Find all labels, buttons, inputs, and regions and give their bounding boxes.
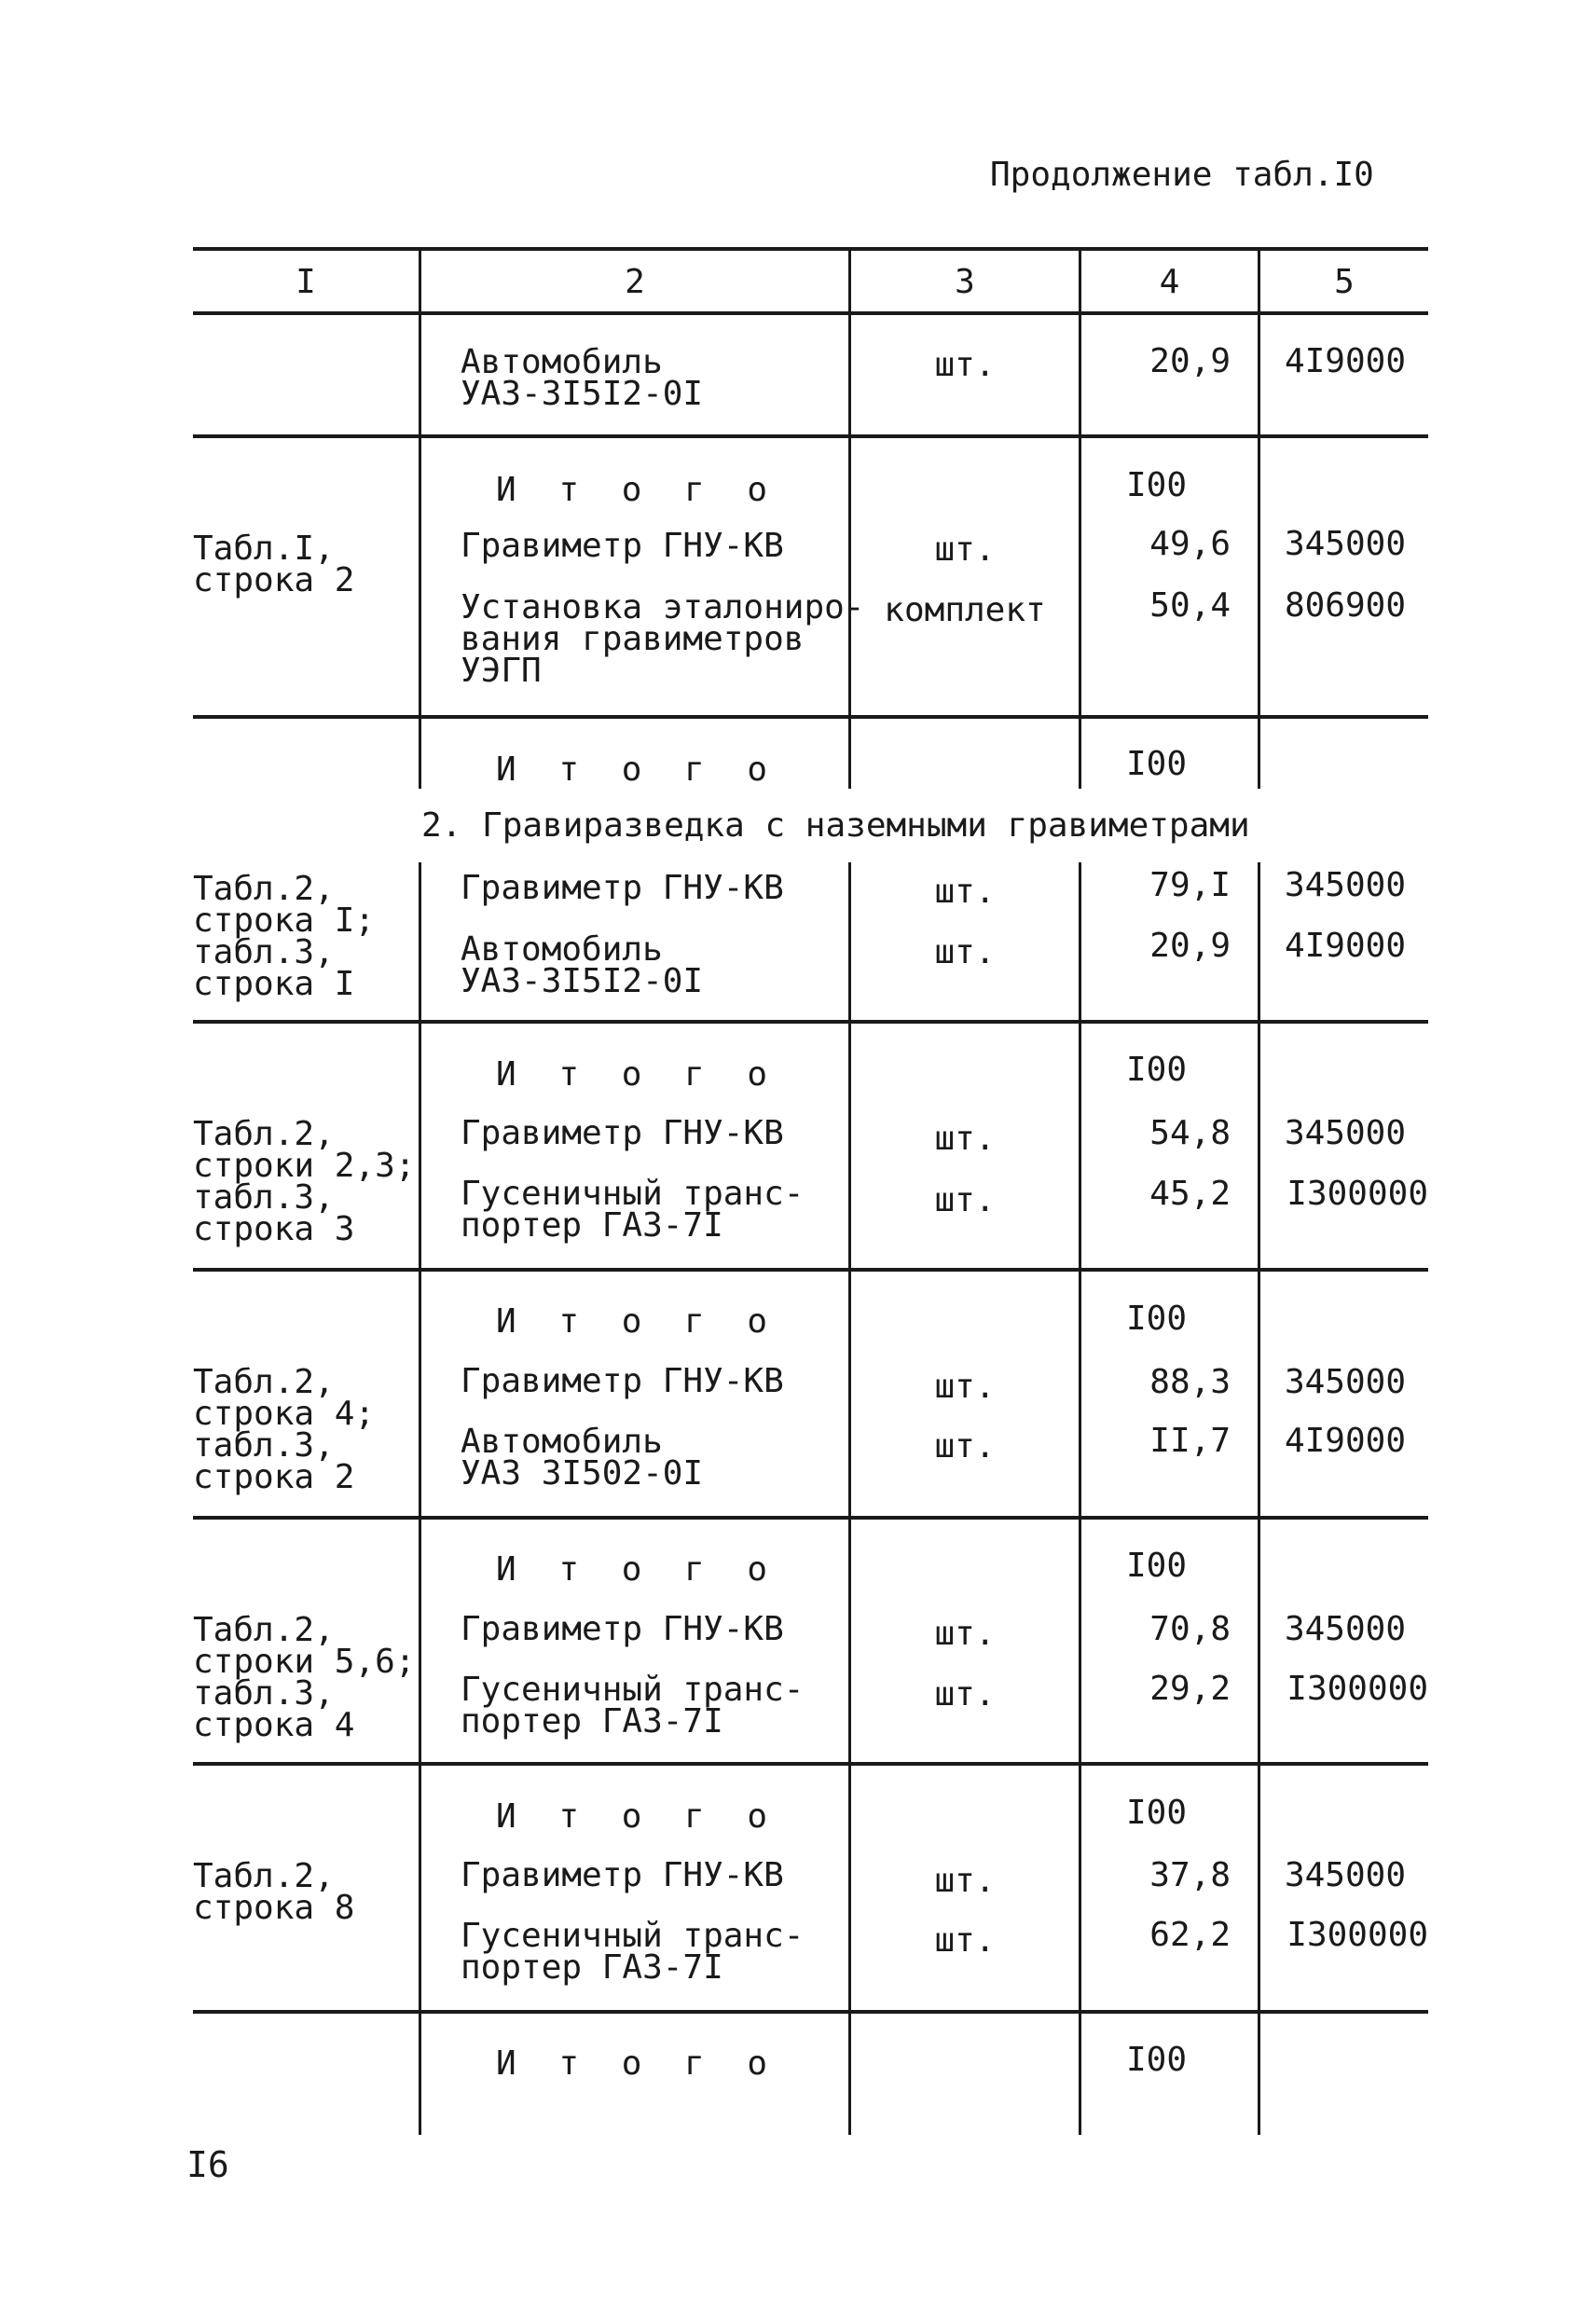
table-reference	[193, 1857, 355, 1927]
price-value: 345000	[1284, 866, 1406, 904]
share-value: 70,8	[1149, 1610, 1231, 1648]
ref-line: строка 3	[193, 1210, 355, 1248]
column-divider	[419, 250, 421, 789]
ref-line: строка 4;	[193, 1395, 376, 1433]
ref-line: строка 2	[193, 1458, 355, 1496]
equipment-name	[461, 343, 704, 413]
header-bottom-rule	[193, 311, 1428, 315]
ref-line: табл.3,	[193, 1426, 335, 1465]
ref-line: Табл.2,	[193, 870, 335, 908]
ref-line: строка 2	[193, 561, 355, 599]
equipment-name: Гравиметр ГНУ-КВ	[461, 1610, 784, 1648]
equipment-name	[461, 930, 704, 1000]
ref-line: строка I	[193, 965, 355, 1003]
column-header: 2	[625, 263, 645, 301]
name-line: Автомобиль	[461, 343, 663, 381]
name-line: портер ГАЗ-7I	[461, 1206, 723, 1245]
total-label: И т о г о	[496, 1055, 779, 1094]
ref-line: строки 2,3;	[193, 1147, 416, 1185]
total-value: I00	[1126, 1300, 1188, 1338]
share-value: 49,6	[1149, 525, 1231, 563]
price-value: 345000	[1284, 1363, 1406, 1401]
name-line: Гусеничный транс-	[461, 1175, 805, 1213]
equipment-name	[461, 1175, 805, 1245]
column-header: 4	[1159, 263, 1180, 301]
ref-line: Табл.2,	[193, 1115, 335, 1153]
name-line: Установка эталониро-	[461, 588, 865, 626]
share-value: II,7	[1149, 1422, 1231, 1460]
group-rule	[193, 715, 1428, 719]
table-reference	[193, 530, 355, 599]
unit: шт.	[934, 1120, 996, 1158]
unit: комплект	[884, 591, 1046, 629]
name-line: портер ГАЗ-7I	[461, 1948, 723, 1987]
unit: шт.	[934, 1615, 996, 1653]
group-rule	[193, 1762, 1428, 1766]
ref-line: табл.3,	[193, 1178, 335, 1217]
share-value: 20,9	[1149, 927, 1231, 965]
unit: шт.	[934, 933, 996, 971]
ref-line: строка 8	[193, 1889, 355, 1927]
total-label: И т о г о	[496, 750, 779, 789]
ref-line: Табл.2,	[193, 1363, 335, 1401]
ref-line: Табл.I,	[193, 530, 335, 568]
table-reference	[193, 1611, 416, 1744]
price-value: 345000	[1284, 1610, 1406, 1648]
total-value: I00	[1126, 1794, 1188, 1832]
ref-line: Табл.2,	[193, 1611, 335, 1649]
ref-line: табл.3,	[193, 1674, 335, 1713]
column-header: 3	[955, 263, 975, 301]
unit: шт.	[934, 1368, 996, 1406]
price-value: 4I9000	[1284, 1422, 1406, 1460]
table-reference	[193, 1363, 376, 1496]
page-number: I6	[186, 2144, 229, 2185]
name-line: Автомобиль	[461, 930, 663, 969]
price-value: 345000	[1284, 1856, 1406, 1894]
total-value: I00	[1126, 745, 1188, 783]
price-value: I300000	[1286, 1670, 1428, 1708]
share-value: 62,2	[1149, 1916, 1231, 1954]
ref-line: строки 5,6;	[193, 1643, 416, 1681]
price-value: 345000	[1284, 525, 1406, 563]
table-reference	[193, 870, 376, 1003]
total-label: И т о г о	[496, 2044, 779, 2083]
column-divider	[1258, 250, 1260, 789]
table-reference	[193, 1115, 416, 1248]
name-line: УЭГП	[461, 652, 542, 690]
name-line: УАЗ 3I502-0I	[461, 1454, 704, 1493]
equipment-name: Гравиметр ГНУ-КВ	[461, 1114, 784, 1152]
group-rule	[193, 1268, 1428, 1272]
equipment-name	[461, 588, 865, 690]
unit: шт.	[934, 1675, 996, 1713]
share-value: 79,I	[1149, 866, 1231, 904]
group-rule	[193, 1020, 1428, 1024]
name-line: Гусеничный транс-	[461, 1917, 805, 1955]
share-value: 37,8	[1149, 1856, 1231, 1894]
price-value: I300000	[1286, 1916, 1428, 1954]
share-value: 54,8	[1149, 1114, 1231, 1152]
share-value: 45,2	[1149, 1175, 1231, 1213]
price-value: 345000	[1284, 1114, 1406, 1152]
name-line: портер ГАЗ-7I	[461, 1702, 723, 1741]
total-label: И т о г о	[496, 1302, 779, 1341]
group-rule	[193, 1516, 1428, 1520]
column-divider	[1079, 250, 1081, 789]
equipment-name	[461, 1671, 805, 1741]
group-rule	[193, 434, 1428, 438]
price-value: I300000	[1286, 1175, 1428, 1213]
ref-line: табл.3,	[193, 933, 335, 971]
section-title: 2. Гравиразведка с наземными гравиметрами	[421, 806, 1250, 845]
name-line: вания гравиметров	[461, 620, 805, 658]
group-rule	[193, 2010, 1428, 2014]
total-value: I00	[1126, 1547, 1188, 1585]
unit: шт.	[934, 1181, 996, 1219]
total-label: И т о г о	[496, 471, 779, 509]
unit: шт.	[934, 1427, 996, 1466]
unit: шт.	[934, 346, 996, 384]
continuation-label: Продолжение табл.I0	[990, 156, 1374, 194]
share-value: 50,4	[1149, 586, 1231, 625]
unit: шт.	[934, 530, 996, 569]
ref-line: строка I;	[193, 901, 376, 940]
ref-line: строка 4	[193, 1706, 355, 1744]
name-line: УАЗ-3I5I2-0I	[461, 375, 704, 413]
table-top-rule	[193, 247, 1428, 251]
price-value: 4I9000	[1284, 342, 1406, 380]
unit: шт.	[934, 1862, 996, 1900]
share-value: 20,9	[1149, 342, 1231, 380]
share-value: 88,3	[1149, 1363, 1231, 1401]
total-value: I00	[1126, 2041, 1188, 2079]
equipment-name	[461, 1423, 704, 1493]
price-value: 4I9000	[1284, 927, 1406, 965]
equipment-name: Гравиметр ГНУ-КВ	[461, 1362, 784, 1400]
column-divider	[848, 250, 851, 789]
total-value: I00	[1126, 1051, 1188, 1089]
total-label: И т о г о	[496, 1550, 779, 1589]
ref-line: Табл.2,	[193, 1857, 335, 1895]
name-line: Автомобиль	[461, 1423, 663, 1461]
equipment-name: Гравиметр ГНУ-КВ	[461, 869, 784, 907]
unit: шт.	[934, 1921, 996, 1960]
column-header: I	[296, 263, 316, 301]
name-line: Гусеничный транс-	[461, 1671, 805, 1709]
price-value: 806900	[1284, 586, 1406, 625]
column-divider	[419, 862, 421, 2135]
equipment-name: Гравиметр ГНУ-КВ	[461, 527, 784, 565]
name-line: УАЗ-3I5I2-0I	[461, 962, 704, 1000]
unit: шт.	[934, 873, 996, 911]
total-label: И т о г о	[496, 1797, 779, 1836]
column-header: 5	[1334, 263, 1355, 301]
equipment-name: Гравиметр ГНУ-КВ	[461, 1856, 784, 1894]
share-value: 29,2	[1149, 1670, 1231, 1708]
total-value: I00	[1126, 466, 1188, 504]
equipment-name	[461, 1917, 805, 1987]
